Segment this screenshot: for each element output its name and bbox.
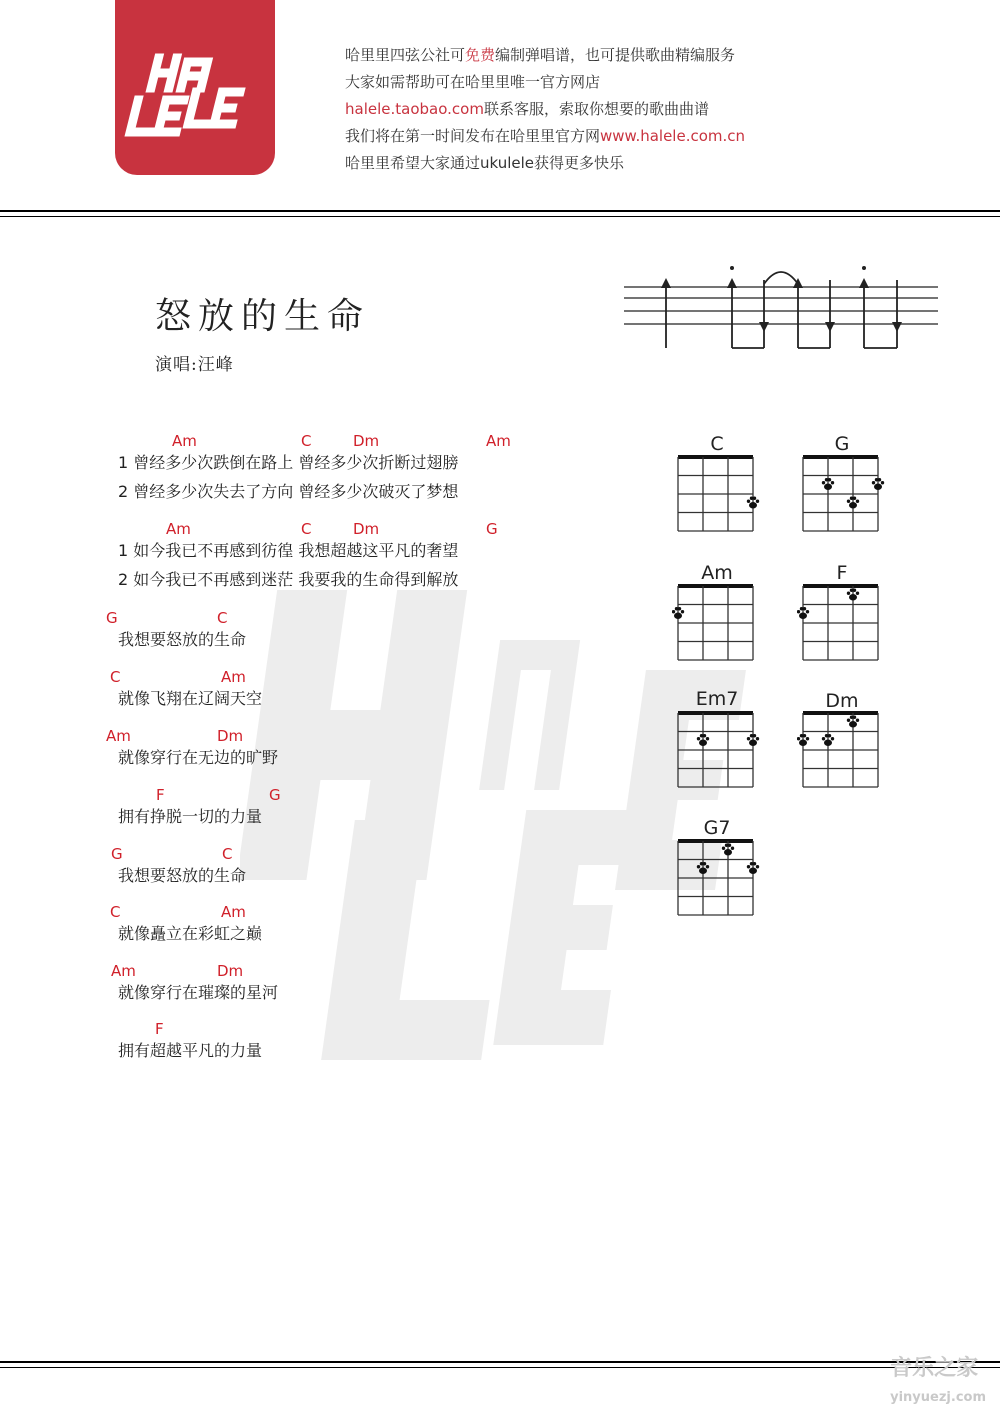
song-title: 怒放的生命	[155, 296, 371, 337]
header-rule-thin	[0, 216, 1000, 217]
chord-label: Dm	[353, 432, 380, 450]
info-line-5: 哈里里希望大家通过ukulele获得更多快乐	[345, 154, 625, 172]
chord-label: F	[155, 1020, 164, 1038]
chord-label: Am	[106, 727, 131, 745]
chord-label: C	[301, 520, 312, 538]
lyric-line: 就像飞翔在辽阔天空	[118, 689, 263, 708]
chord-diagram-am	[672, 584, 764, 664]
chord-label: C	[110, 668, 121, 686]
finger-dot	[872, 478, 884, 490]
chord-label: Am	[166, 520, 191, 538]
chord-diagram-name: F	[836, 562, 848, 584]
chord-diagram-g7	[672, 839, 764, 919]
chord-label: Am	[486, 432, 511, 450]
chord-diagram-name: Dm	[825, 690, 859, 712]
chord-diagram-name: G	[834, 433, 850, 455]
chord-label: Dm	[217, 727, 244, 745]
website-link[interactable]: www.halele.com.cn	[600, 127, 746, 145]
finger-dot	[797, 607, 809, 619]
lyric-line: 1 曾经多少次跌倒在路上 曾经多少次折断过翅膀	[118, 453, 459, 472]
lyric-line: 就像矗立在彩虹之巅	[118, 924, 263, 943]
finger-dot	[847, 716, 859, 728]
chord-diagram-name: C	[710, 433, 724, 455]
chord-label: G	[486, 520, 498, 538]
chord-label: C	[110, 903, 121, 921]
lyric-line: 我想要怒放的生命	[118, 866, 247, 885]
chord-label: Dm	[353, 520, 380, 538]
halele-logo-mark	[115, 0, 275, 175]
finger-dot	[822, 734, 834, 746]
footer-watermark: 音乐之家 yinyuezj.com	[890, 1356, 986, 1405]
lyric-line: 就像穿行在无边的旷野	[118, 748, 279, 767]
footer-rule-thick	[0, 1361, 1000, 1363]
chord-diagram-dm	[797, 711, 889, 791]
footer-rule-thin	[0, 1367, 1000, 1368]
finger-dot	[747, 497, 759, 509]
lyric-line: 我想要怒放的生命	[118, 630, 247, 649]
chord-label: G	[106, 609, 118, 627]
info-line-3: halele.taobao.com联系客服，索取你想要的歌曲曲谱	[345, 100, 709, 118]
finger-dot	[697, 862, 709, 874]
chord-diagram-em7	[672, 711, 764, 791]
lyric-line: 2 如今我已不再感到迷茫 我要我的生命得到解放	[118, 570, 459, 589]
finger-dot	[747, 734, 759, 746]
strum-pattern	[620, 262, 940, 361]
halele-logo	[115, 0, 275, 175]
header-rule-thick	[0, 210, 1000, 212]
info-line-4: 我们将在第一时间发布在哈里里官方网www.halele.com.cn	[345, 127, 746, 145]
chord-label: G	[111, 845, 123, 863]
chord-label: Am	[172, 432, 197, 450]
chord-label: F	[156, 786, 165, 804]
chord-label: Am	[221, 668, 246, 686]
finger-dot	[722, 844, 734, 856]
shop-link[interactable]: halele.taobao.com	[345, 100, 484, 118]
info-line-1: 哈里里四弦公社可免费编制弹唱谱，也可提供歌曲精编服务	[345, 46, 736, 64]
finger-dot	[747, 862, 759, 874]
chord-diagram-name: Am	[701, 562, 733, 584]
chord-diagram-c	[672, 455, 764, 535]
finger-dot	[847, 589, 859, 601]
finger-dot	[847, 497, 859, 509]
lyric-line: 2 曾经多少次失去了方向 曾经多少次破灭了梦想	[118, 482, 459, 501]
finger-dot	[672, 607, 684, 619]
chord-label: C	[217, 609, 228, 627]
lyric-line: 拥有挣脱一切的力量	[118, 807, 263, 826]
lyric-line: 就像穿行在璀璨的星河	[118, 983, 279, 1002]
chord-diagram-name: G7	[703, 817, 731, 839]
chord-label: C	[301, 432, 312, 450]
chord-label: G	[269, 786, 281, 804]
chord-label: Am	[111, 962, 136, 980]
finger-dot	[822, 478, 834, 490]
info-line-2: 大家如需帮助可在哈里里唯一官方网店	[345, 73, 601, 91]
chord-diagram-f	[797, 584, 889, 664]
chord-label: C	[222, 845, 233, 863]
chord-label: Am	[221, 903, 246, 921]
chord-label: Dm	[217, 962, 244, 980]
lyric-line: 拥有超越平凡的力量	[118, 1041, 263, 1060]
singer-credit: 演唱:汪峰	[155, 355, 234, 375]
finger-dot	[797, 734, 809, 746]
chord-diagram-g	[797, 455, 889, 535]
chord-diagram-name: Em7	[695, 688, 739, 710]
lyric-line: 1 如今我已不再感到彷徨 我想超越这平凡的奢望	[118, 541, 459, 560]
finger-dot	[697, 734, 709, 746]
